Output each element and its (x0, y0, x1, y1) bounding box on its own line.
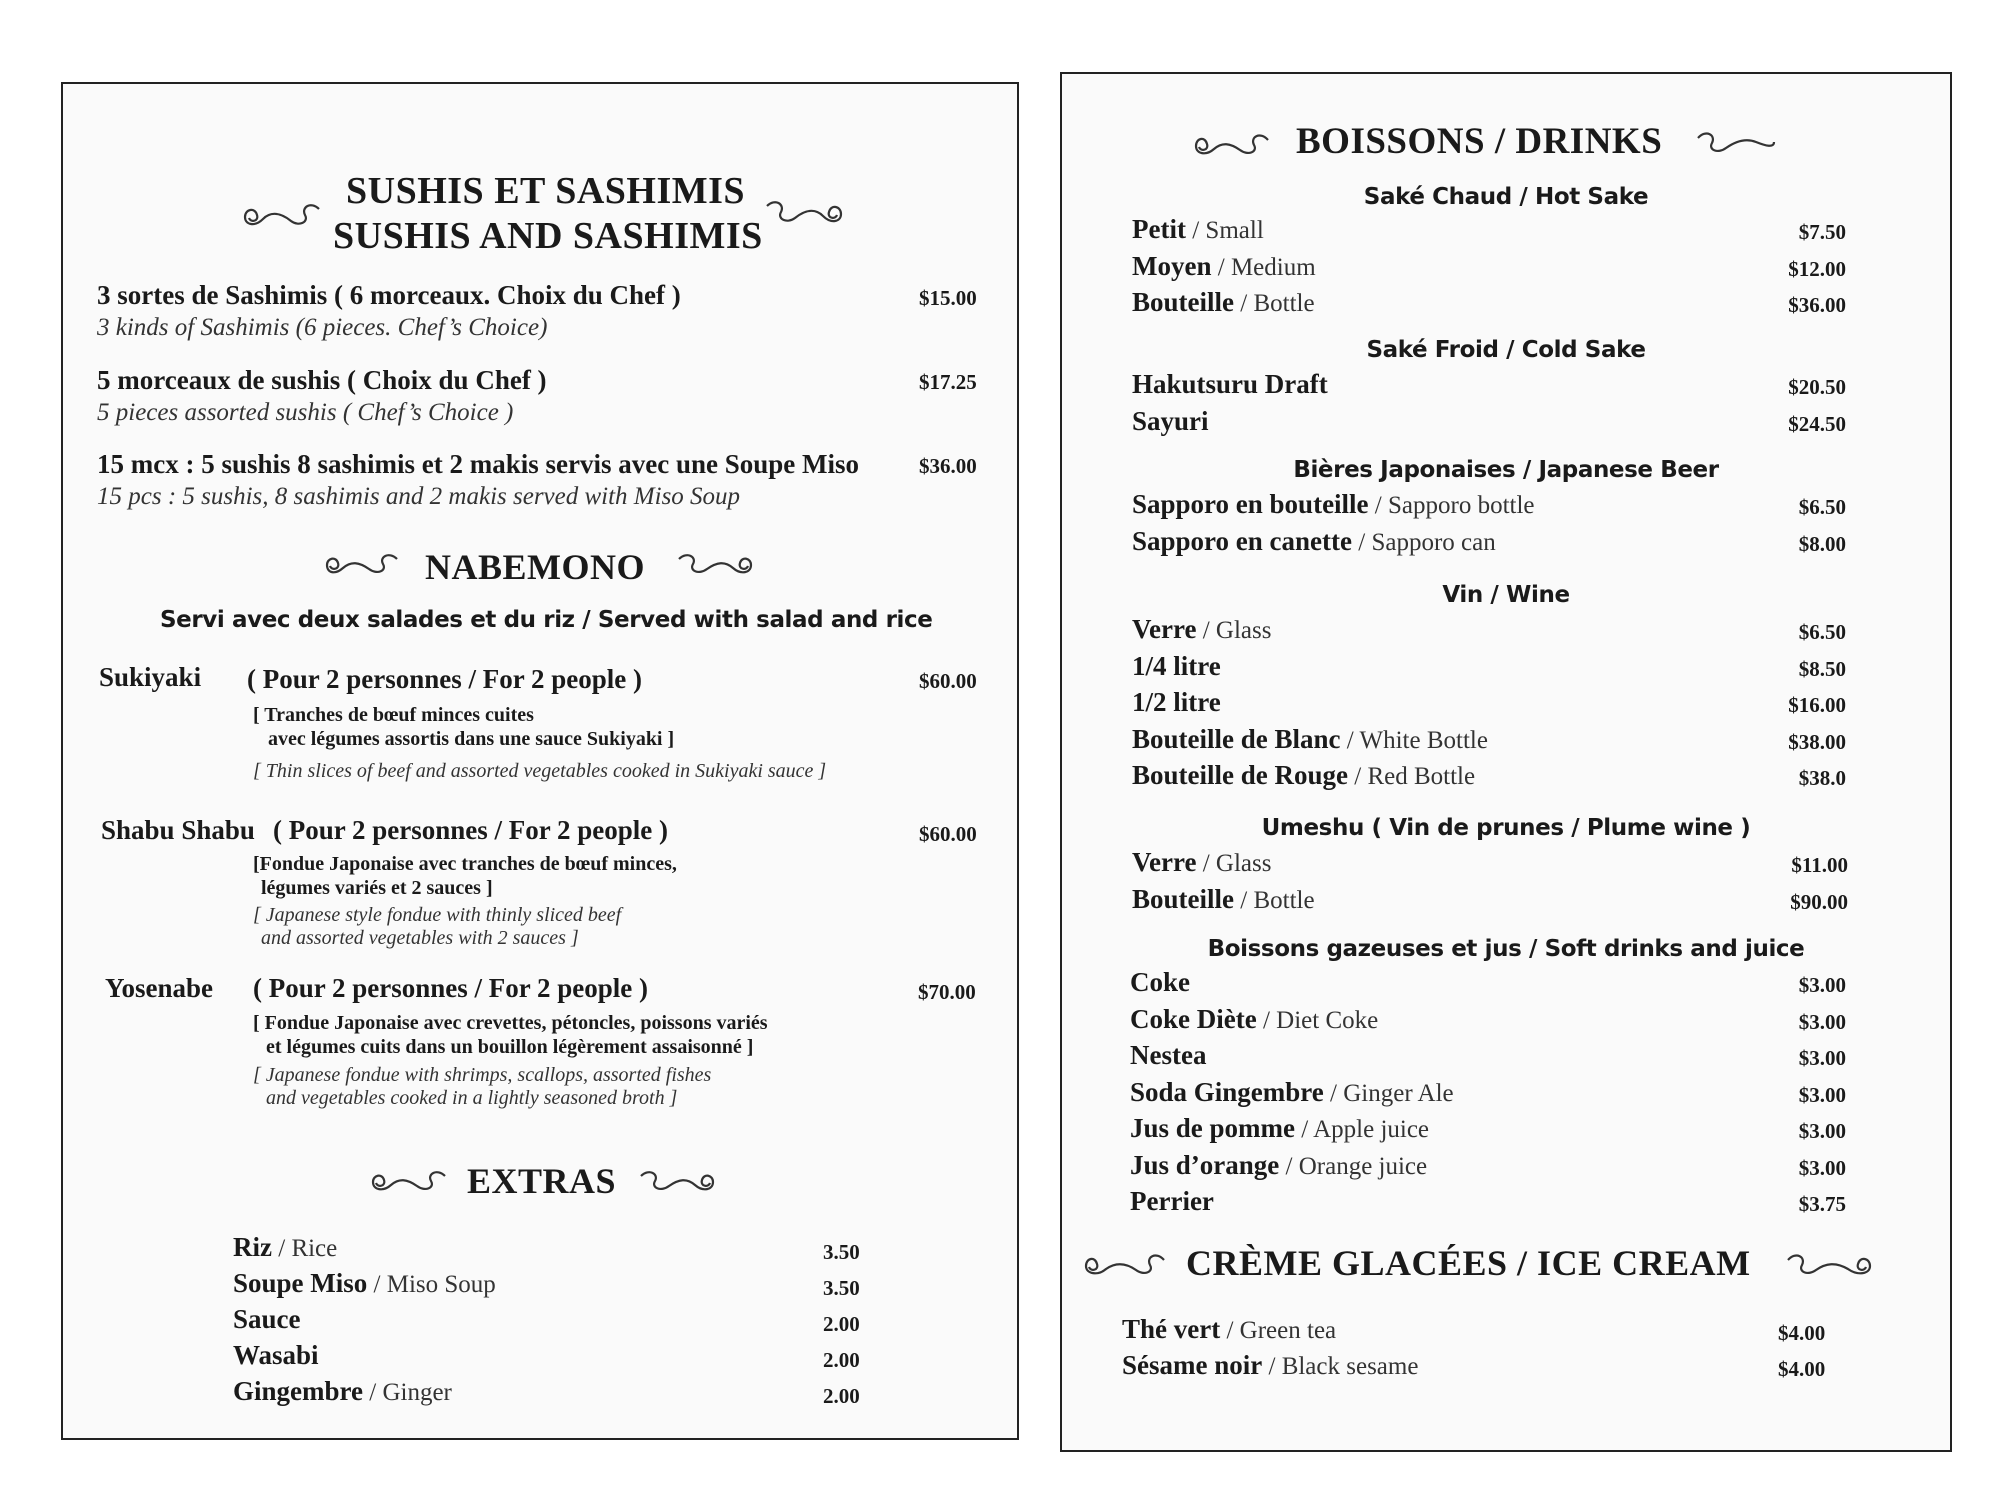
extras-item-price: 2.00 (823, 1384, 860, 1408)
swirl-ornament-icon (369, 1164, 449, 1204)
sushi-item-price: $17.25 (919, 370, 977, 394)
drink-item-price: $36.00 (1788, 293, 1846, 317)
drink-item-price: $3.00 (1798, 1119, 1846, 1143)
drink-item: Bouteille de Blanc / White Bottle (1132, 723, 1488, 754)
drink-item-price: $20.50 (1788, 375, 1846, 399)
swirl-ornament-icon (1694, 124, 1778, 168)
extras-item: Gingembre / Ginger (233, 1376, 452, 1406)
drink-item-price: $12.00 (1788, 256, 1846, 281)
drink-item-price: $6.50 (1798, 620, 1846, 644)
extras-item-price: 2.00 (823, 1348, 860, 1372)
nabemono-item-price: $70.00 (918, 980, 976, 1004)
nabemono-item-desc-en: [ Japanese fondue with shrimps, scallops, assorted fishes (253, 1064, 712, 1086)
nabemono-item-name: Sukiyaki (99, 662, 202, 692)
drink-item-price: $3.00 (1798, 973, 1846, 997)
drink-item: 1/4 litre (1132, 650, 1221, 681)
drink-item-price: $6.50 (1798, 495, 1846, 519)
drink-group-heading: Bières Japonaises / Japanese Beer (1293, 457, 1719, 483)
swirl-ornament-icon (1192, 126, 1272, 170)
sushi-item-desc: 3 kinds of Sashimis (6 pieces. Chef’s Choice) (97, 314, 548, 341)
drink-group-heading: Saké Froid / Cold Sake (1366, 337, 1646, 363)
drink-group-heading: Saké Chaud / Hot Sake (1363, 184, 1649, 210)
sushi-item-name: 15 mcx : 5 sushis 8 sashimis et 2 makis servis avec une Soupe Miso (97, 449, 860, 479)
icecream-item: Sésame noir / Black sesame (1122, 1350, 1419, 1380)
menu-page-left (61, 82, 1019, 1440)
drink-item-price: $3.00 (1798, 1155, 1846, 1180)
sushi-item-name: 5 morceaux de sushis ( Choix du Chef ) (97, 365, 547, 395)
swirl-ornament-icon (637, 1164, 717, 1204)
drink-item-price: $24.50 (1788, 411, 1846, 436)
drink-item: 1/2 litre (1132, 687, 1221, 717)
drink-item: Sapporo en canette / Sapporo can (1132, 525, 1496, 556)
drink-group-heading: Vin / Wine (1442, 582, 1570, 608)
section-title-drinks: BOISSONS / DRINKS (1296, 121, 1663, 162)
nabemono-item-desc-fr: avec légumes assortis dans une sauce Sukiyaki ] (268, 728, 675, 750)
swirl-ornament-icon (1082, 1246, 1168, 1290)
sushi-item-desc: 5 pieces assorted sushis ( Chef’s Choice ) (97, 399, 514, 426)
drink-item: Moyen / Medium (1132, 250, 1316, 281)
drink-item: Petit / Small (1132, 214, 1264, 244)
nabemono-item-desc-fr: [ Tranches de bœuf minces cuites (253, 704, 534, 726)
section-subtitle-nabemono: Servi avec deux salades et du riz / Served with salad and rice (160, 607, 933, 633)
drink-item: Sapporo en bouteille / Sapporo bottle (1132, 489, 1535, 519)
section-title-sushi-en: SUSHIS AND SASHIMIS (333, 215, 763, 257)
drink-item-price: $16.00 (1788, 693, 1846, 717)
swirl-ornament-icon (1784, 1246, 1874, 1290)
swirl-ornament-icon (763, 194, 845, 238)
drink-item: Coke Diète / Diet Coke (1130, 1003, 1379, 1034)
section-title-icecream: CRÈME GLACÉES / ICE CREAM (1186, 1243, 1751, 1283)
menu-page-right (1060, 72, 1952, 1452)
drink-item-price: $3.75 (1798, 1192, 1846, 1216)
nabemono-item-price: $60.00 (919, 669, 977, 693)
nabemono-item-desc-en: and vegetables cooked in a lightly seasoned broth ] (266, 1087, 678, 1109)
drink-item-price: $8.50 (1798, 656, 1846, 681)
drink-item: Verre / Glass (1132, 614, 1272, 644)
nabemono-item-portion: ( Pour 2 personnes / For 2 people ) (253, 973, 648, 1003)
extras-item-price: 2.00 (823, 1312, 860, 1336)
drink-item: Bouteille de Rouge / Red Bottle (1132, 760, 1476, 790)
nabemono-item-desc-en: [ Thin slices of beef and assorted vegetables cooked in Sukiyaki sauce ] (253, 760, 827, 782)
nabemono-item-desc-fr: et légumes cuits dans un bouillon légèrement assaisonné ] (266, 1036, 754, 1058)
extras-item-price: 3.50 (823, 1276, 860, 1300)
section-title-extras: EXTRAS (467, 1161, 617, 1201)
drink-item: Jus de pomme / Apple juice (1130, 1113, 1430, 1143)
drink-item-price: $38.00 (1788, 729, 1846, 754)
drink-item-price: $90.00 (1790, 889, 1848, 914)
nabemono-item-desc-fr: [ Fondue Japonaise avec crevettes, pétoncles, poissons variés (253, 1012, 768, 1034)
icecream-item-price: $4.00 (1778, 1357, 1826, 1381)
drink-item: Bouteille / Bottle (1132, 883, 1315, 914)
drink-item: Nestea (1130, 1040, 1207, 1070)
sushi-item-desc: 15 pcs : 5 sushis, 8 sashimis and 2 makis served with Miso Soup (97, 483, 741, 510)
drink-group-heading: Boissons gazeuses et jus / Soft drinks and juice (1207, 936, 1805, 962)
section-title-nabemono: NABEMONO (425, 547, 645, 587)
drink-item-price: $38.0 (1798, 766, 1846, 790)
drink-item: Soda Gingembre / Ginger Ale (1130, 1076, 1454, 1107)
drink-item-price: $11.00 (1791, 853, 1848, 877)
sushi-item-price: $36.00 (919, 454, 977, 478)
sushi-item-price: $15.00 (919, 286, 977, 310)
nabemono-item-name: Shabu Shabu (101, 815, 255, 845)
nabemono-item-desc-en: [ Japanese style fondue with thinly sliced beef (253, 904, 622, 926)
nabemono-item-portion: ( Pour 2 personnes / For 2 people ) (273, 815, 668, 845)
drink-item-price: $7.50 (1798, 220, 1846, 244)
drink-item: Jus d’orange / Orange juice (1130, 1149, 1428, 1180)
extras-item: Soupe Miso / Miso Soup (233, 1268, 496, 1298)
sushi-item-name: 3 sortes de Sashimis ( 6 morceaux. Choix du Chef ) (97, 280, 681, 310)
icecream-item-price: $4.00 (1778, 1321, 1826, 1345)
nabemono-item-desc-fr: [Fondue Japonaise avec tranches de bœuf minces, (253, 853, 677, 875)
drink-item: Perrier (1130, 1186, 1214, 1216)
nabemono-item-desc-fr: légumes variés et 2 sauces ] (261, 877, 493, 899)
drink-item: Verre / Glass (1132, 847, 1272, 877)
drink-group-heading: Umeshu ( Vin de prunes / Plume wine ) (1261, 815, 1751, 841)
extras-item: Sauce (233, 1304, 301, 1334)
drink-item-price: $8.00 (1798, 531, 1846, 556)
nabemono-item-portion: ( Pour 2 personnes / For 2 people ) (247, 664, 642, 694)
drink-item-price: $3.00 (1798, 1009, 1846, 1034)
icecream-item: Thé vert / Green tea (1122, 1314, 1337, 1344)
nabemono-item-name: Yosenabe (105, 973, 214, 1003)
extras-item-price: 3.50 (823, 1240, 860, 1264)
section-title-sushi-fr: SUSHIS ET SASHIMIS (346, 170, 746, 212)
nabemono-item-price: $60.00 (919, 822, 977, 846)
extras-item: Riz / Rice (233, 1232, 338, 1262)
drink-item-price: $3.00 (1798, 1082, 1846, 1107)
swirl-ornament-icon (675, 547, 755, 587)
nabemono-item-desc-en: and assorted vegetables with 2 sauces ] (261, 927, 579, 949)
swirl-ornament-icon (323, 547, 401, 587)
drink-item: Bouteille / Bottle (1132, 287, 1315, 317)
drink-item-price: $3.00 (1798, 1046, 1846, 1070)
swirl-ornament-icon (241, 197, 323, 241)
drink-item: Hakutsuru Draft (1132, 369, 1328, 399)
extras-item: Wasabi (233, 1340, 319, 1370)
drink-item: Sayuri (1132, 405, 1209, 436)
drink-item: Coke (1130, 967, 1190, 997)
